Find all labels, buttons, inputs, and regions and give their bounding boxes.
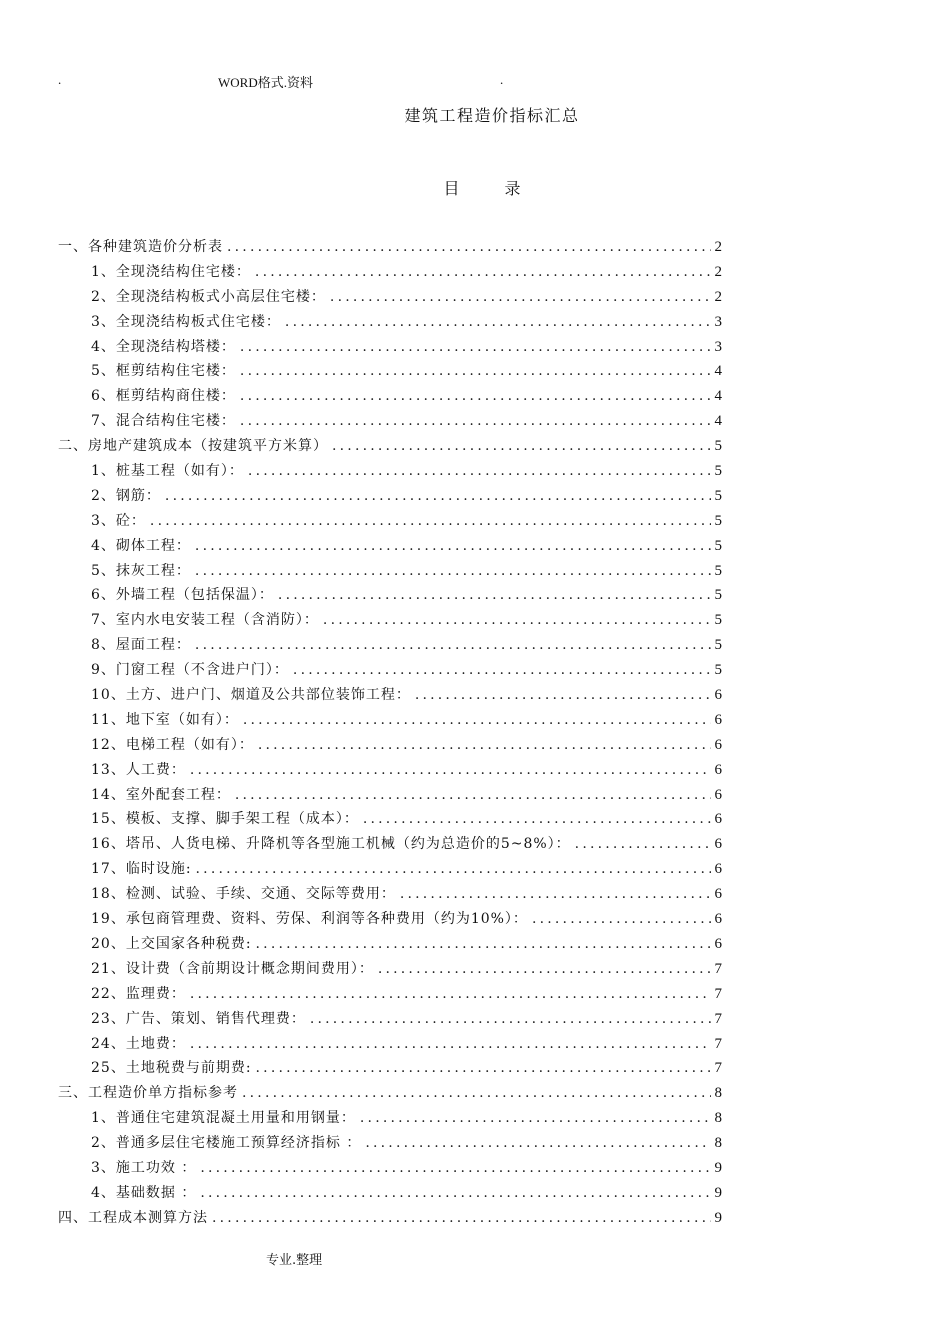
toc-entry-page-number: 6 (714, 736, 722, 753)
toc-entry[interactable] (58, 833, 722, 858)
toc-entry-page-number: 4 (714, 413, 722, 430)
toc-entry[interactable] (58, 535, 722, 560)
toc-entry-label: 2、全现浇结构板式小高层住宅楼： (91, 288, 326, 305)
toc-dot-leader (332, 438, 711, 454)
toc-dot-leader (532, 911, 711, 927)
toc-dot-leader (256, 936, 711, 952)
toc-dot-leader (165, 488, 711, 504)
toc-entry-label: 5、框剪结构住宅楼： (91, 363, 236, 380)
toc-entry-label: 3、全现浇结构板式住宅楼： (91, 313, 281, 330)
header-left-mark: . (58, 72, 62, 87)
toc-entry-page-number: 7 (714, 960, 722, 977)
toc-entry-label: 1、普通住宅建筑混凝土用量和用钢量： (91, 1110, 356, 1127)
toc-entry-page-number: 2 (714, 239, 722, 255)
toc-entry-page-number: 6 (714, 886, 722, 903)
toc-entry-page-number: 7 (714, 1010, 722, 1027)
toc-entry-label: 22、监理费： (91, 985, 186, 1002)
toc-entry[interactable] (58, 759, 722, 784)
toc-entry[interactable] (58, 410, 722, 435)
toc-entry[interactable] (58, 236, 722, 261)
toc-heading: 目 录 (443, 179, 541, 198)
toc-dot-leader (195, 538, 711, 554)
toc-dot-leader (400, 886, 711, 902)
toc-dot-leader (363, 811, 711, 827)
toc-entry-label: 11、地下室（如有）： (91, 711, 239, 728)
toc-entry-label: 9、门窗工程（不含进户门）： (91, 662, 289, 679)
toc-entry-label: 19、承包商管理费、资料、劳保、利润等各种费用（约为10%）： (91, 911, 528, 928)
toc-dot-leader (360, 1110, 711, 1126)
toc-entry-page-number: 8 (714, 1085, 722, 1102)
toc-entry-label: 6、外墙工程（包括保温）： (91, 587, 274, 604)
toc-dot-leader (195, 637, 711, 653)
toc-entry[interactable] (58, 261, 722, 286)
toc-dot-leader (258, 737, 711, 753)
toc-dot-leader (255, 264, 711, 280)
toc-entry-label: 21、设计费（含前期设计概念期间费用）： (91, 960, 374, 977)
toc-dot-leader (365, 1135, 710, 1151)
toc-entry[interactable] (58, 1008, 722, 1033)
toc-entry[interactable] (58, 858, 722, 883)
toc-entry[interactable] (58, 1033, 722, 1058)
toc-dot-leader (190, 1036, 711, 1052)
toc-entry[interactable] (58, 460, 722, 485)
toc-dot-leader (256, 1060, 711, 1076)
toc-entry-label: 1、全现浇结构住宅楼： (91, 263, 251, 280)
toc-entry[interactable] (58, 485, 722, 510)
toc-entry-page-number: 5 (714, 587, 722, 604)
toc-entry[interactable] (58, 709, 722, 734)
toc-dot-leader (190, 986, 711, 1002)
toc-entry-label: 25、土地税费与前期费: (91, 1060, 252, 1077)
toc-dot-leader (240, 363, 711, 379)
page-header (0, 72, 950, 92)
toc-entry-page-number: 6 (714, 911, 722, 928)
toc-entry-page-number: 5 (714, 487, 722, 504)
toc-dot-leader (330, 289, 711, 305)
toc-dot-leader (243, 712, 711, 728)
toc-entry-page-number: 5 (714, 512, 722, 529)
toc-entry[interactable] (58, 1132, 722, 1157)
toc-dot-leader (575, 836, 711, 852)
toc-dot-leader (200, 1185, 710, 1201)
toc-entry[interactable] (58, 734, 722, 759)
document-title: 建筑工程造价指标汇总 (404, 106, 580, 125)
toc-entry-page-number: 6 (714, 761, 722, 778)
toc-entry[interactable] (58, 510, 722, 535)
toc-entry[interactable] (58, 883, 722, 908)
toc-entry-label: 17、临时设施: (91, 861, 192, 878)
toc-dot-leader (310, 1011, 711, 1027)
toc-entry-page-number: 9 (714, 1209, 722, 1226)
toc-dot-leader (240, 388, 711, 404)
toc-entry-page-number: 3 (714, 338, 722, 355)
toc-entry[interactable] (58, 584, 722, 609)
toc-entry[interactable] (58, 1082, 722, 1107)
toc-entry-page-number: 5 (714, 562, 722, 579)
toc-dot-leader (242, 1085, 711, 1101)
toc-entry[interactable] (58, 360, 722, 385)
toc-entry[interactable] (58, 908, 722, 933)
toc-entry-label: 13、人工费： (91, 761, 186, 778)
toc-entry-page-number: 2 (714, 288, 722, 305)
toc-entry-page-number: 8 (714, 1110, 722, 1127)
toc-entry[interactable] (58, 1107, 722, 1132)
toc-entry-page-number: 7 (714, 1060, 722, 1077)
toc-dot-leader (212, 1210, 711, 1226)
toc-entry-page-number: 6 (714, 786, 722, 803)
toc-entry[interactable] (58, 560, 722, 585)
toc-entry-label: 3、施工功效 ： (91, 1159, 197, 1176)
toc-entry[interactable] (58, 958, 722, 983)
toc-entry-page-number: 6 (714, 935, 722, 952)
toc-entry[interactable] (58, 784, 722, 809)
toc-entry-label: 14、室外配套工程： (91, 786, 231, 803)
toc-entry[interactable] (58, 1182, 722, 1207)
toc-entry-page-number: 2 (714, 263, 722, 280)
toc-entry-label: 18、检测、试验、手续、交通、交际等费用： (91, 886, 396, 903)
toc-dot-leader (248, 463, 711, 479)
toc-entry-label: 5、抹灰工程： (91, 562, 191, 579)
toc-entry[interactable] (58, 659, 722, 684)
toc-dot-leader (227, 239, 711, 255)
toc-entry-page-number: 5 (714, 438, 722, 455)
toc-entry-label: 7、室内水电安装工程（含消防）： (91, 612, 319, 629)
toc-entry-label: 6、框剪结构商住楼： (91, 388, 236, 405)
toc-entry[interactable] (58, 435, 722, 460)
toc-entry-label: 2、普通多层住宅楼施工预算经济指标 ： (91, 1135, 362, 1152)
toc-entry-page-number: 9 (714, 1184, 722, 1201)
toc-dot-leader (278, 587, 711, 603)
toc-entry-label: 10、土方、进户门、烟道及公共部位装饰工程： (91, 687, 411, 704)
toc-dot-leader (190, 762, 711, 778)
toc-dot-leader (323, 612, 711, 628)
toc-dot-leader (240, 413, 711, 429)
toc-entry-page-number: 6 (714, 811, 722, 828)
toc-entry[interactable] (58, 1157, 722, 1182)
toc-entry[interactable] (58, 311, 722, 336)
table-of-contents (58, 236, 722, 1232)
toc-entry-page-number: 7 (714, 1035, 722, 1052)
toc-entry[interactable] (58, 684, 722, 709)
toc-entry-label: 7、混合结构住宅楼： (91, 413, 236, 430)
toc-entry-label: 三、工程造价单方指标参考 (58, 1085, 238, 1102)
toc-dot-leader (378, 961, 711, 977)
toc-entry-page-number: 8 (714, 1135, 722, 1152)
toc-entry-page-number: 9 (714, 1159, 722, 1176)
toc-entry-page-number: 6 (714, 861, 722, 878)
toc-dot-leader (150, 513, 711, 529)
toc-entry-label: 4、基础数据 ： (91, 1184, 197, 1201)
toc-entry[interactable] (58, 1207, 722, 1232)
toc-entry-label: 16、塔吊、人货电梯、升降机等各型施工机械（约为总造价的5~8%）： (91, 836, 571, 853)
toc-entry-label: 2、钢筋： (91, 487, 161, 504)
toc-entry-page-number: 3 (714, 313, 722, 330)
toc-entry-label: 4、全现浇结构塔楼： (91, 338, 236, 355)
toc-entry-label: 1、桩基工程（如有）： (91, 463, 244, 480)
toc-entry-page-number: 7 (714, 985, 722, 1002)
toc-dot-leader (235, 787, 711, 803)
toc-dot-leader (196, 861, 711, 877)
toc-entry-label: 8、屋面工程： (91, 637, 191, 654)
toc-entry-label: 23、广告、策划、销售代理费： (91, 1010, 306, 1027)
toc-entry-label: 3、砼： (91, 512, 146, 529)
toc-entry-page-number: 5 (714, 463, 722, 480)
toc-entry-label: 二、房地产建筑成本（按建筑平方米算） (58, 438, 328, 455)
toc-entry-page-number: 6 (714, 836, 722, 853)
toc-entry[interactable] (58, 1057, 722, 1082)
toc-entry-label: 4、砌体工程： (91, 537, 191, 554)
toc-entry-page-number: 4 (714, 388, 722, 405)
toc-entry-page-number: 5 (714, 662, 722, 679)
header-text: WORD格式.资料 (218, 75, 313, 90)
toc-entry[interactable] (58, 385, 722, 410)
toc-dot-leader (200, 1160, 710, 1176)
toc-dot-leader (285, 314, 711, 330)
toc-entry[interactable] (58, 286, 722, 311)
header-right-mark: . (500, 72, 504, 87)
toc-entry-label: 20、上交国家各种税费: (91, 935, 252, 952)
toc-entry-label: 24、土地费： (91, 1035, 186, 1052)
toc-dot-leader (240, 339, 711, 355)
toc-dot-leader (195, 563, 711, 579)
toc-entry-label: 一、各种建筑造价分析表 (58, 239, 223, 255)
toc-entry-page-number: 4 (714, 363, 722, 380)
toc-entry[interactable] (58, 983, 722, 1008)
toc-entry-label: 12、电梯工程（如有）： (91, 736, 254, 753)
toc-entry[interactable] (58, 609, 722, 634)
toc-entry[interactable] (58, 933, 722, 958)
toc-entry-label: 15、模板、支撑、脚手架工程（成本）： (91, 811, 359, 828)
toc-entry-label: 四、工程成本测算方法 (58, 1209, 208, 1226)
toc-dot-leader (293, 662, 711, 678)
toc-entry-page-number: 6 (714, 687, 722, 704)
toc-entry[interactable] (58, 634, 722, 659)
page-footer: 专业.整理 (266, 1253, 323, 1268)
toc-entry-page-number: 5 (714, 537, 722, 554)
toc-entry-page-number: 5 (714, 612, 722, 629)
toc-entry[interactable] (58, 336, 722, 361)
toc-entry-page-number: 5 (714, 637, 722, 654)
toc-entry[interactable] (58, 808, 722, 833)
toc-entry-page-number: 6 (714, 711, 722, 728)
toc-dot-leader (415, 687, 711, 703)
